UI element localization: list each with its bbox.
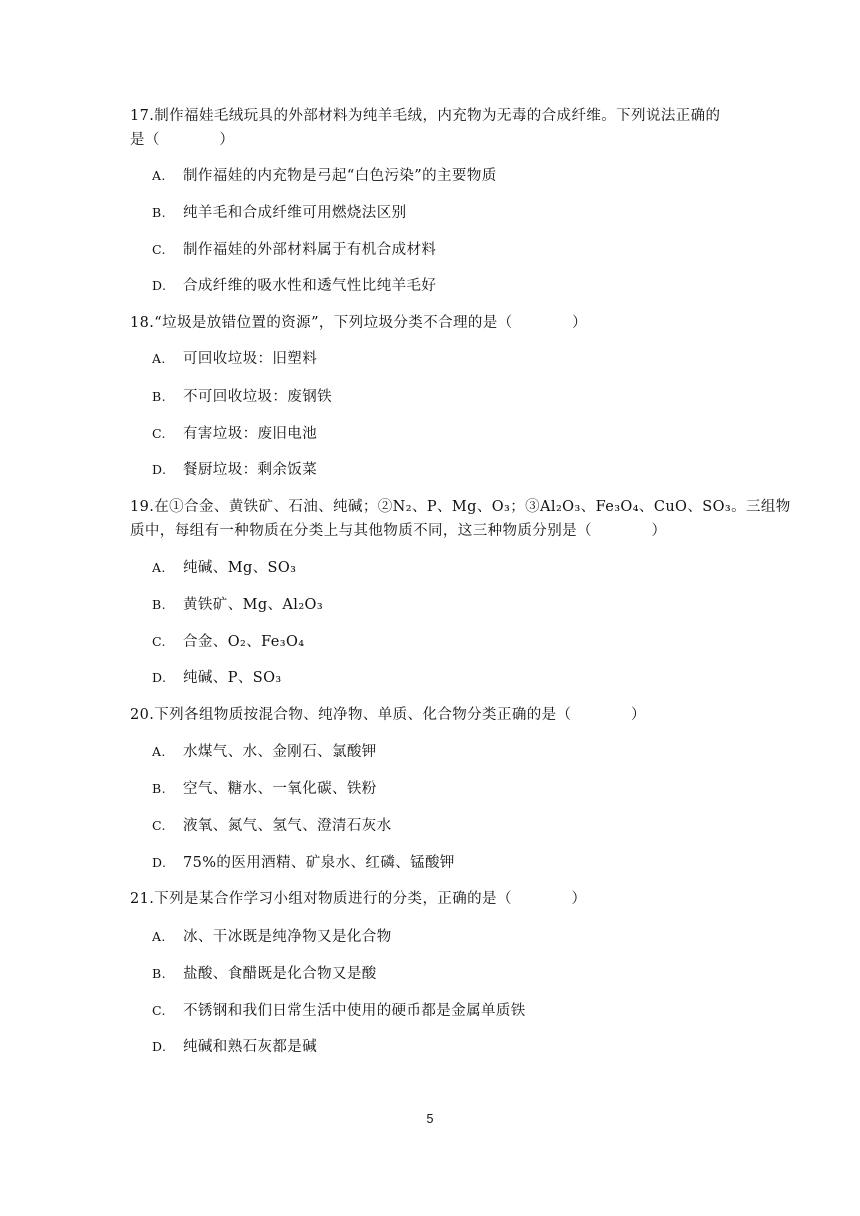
- option-letter: A.: [152, 168, 166, 183]
- option-text: 不锈钢和我们日常生活中使用的硬币都是金属单质铁: [183, 1003, 526, 1019]
- q21-stem: 21.下列是某合作学习小组对物质进行的分类，正确的是（ ）: [130, 891, 587, 907]
- option-letter: A.: [152, 929, 166, 944]
- option-text: 合金、O₂、Fe₃O₄: [183, 634, 305, 650]
- option-letter: B.: [152, 781, 166, 796]
- option-letter: C.: [152, 426, 166, 441]
- option-letter: B.: [152, 389, 166, 404]
- option-text: 有害垃圾：废旧电池: [183, 426, 318, 442]
- option-text: 盐酸、食醋既是化合物又是酸: [183, 966, 377, 982]
- option-text: 纯碱、P、SO₃: [183, 670, 282, 686]
- option-letter: A.: [152, 560, 166, 575]
- option-text: 黄铁矿、Mg、Al₂O₃: [183, 597, 324, 613]
- option-letter: D.: [152, 855, 167, 870]
- option-text: 不可回收垃圾：废钢铁: [183, 389, 332, 405]
- option-text: 75%的医用酒精、矿泉水、红磷、锰酸钾: [183, 855, 455, 871]
- option-text: 纯碱、Mg、SO₃: [183, 560, 297, 576]
- q17-stem-line1: 17.制作福娃毛绒玩具的外部材料为纯羊毛绒，内充物为无毒的合成纤维。下列说法正确的: [130, 108, 721, 124]
- option-letter: D.: [152, 278, 167, 293]
- option-letter: C.: [152, 242, 166, 257]
- option-letter: B.: [152, 205, 166, 220]
- page-number: 5: [426, 1112, 434, 1126]
- option-text: 冰、干冰既是纯净物又是化合物: [183, 929, 392, 945]
- option-text: 可回收垃圾：旧塑料: [183, 351, 318, 367]
- option-text: 水煤气、水、金刚石、氯酸钾: [183, 744, 377, 760]
- option-text: 空气、糖水、一氧化碳、铁粉: [183, 781, 377, 797]
- option-letter: C.: [152, 1003, 166, 1018]
- option-letter: B.: [152, 966, 166, 981]
- option-letter: D.: [152, 1039, 167, 1054]
- option-letter: A.: [152, 351, 166, 366]
- option-text: 餐厨垃圾：剩余饭菜: [183, 462, 318, 478]
- q20-stem: 20.下列各组物质按混合物、纯净物、单质、化合物分类正确的是（ ）: [130, 707, 646, 723]
- q19-stem-line1: 19.在①合金、黄铁矿、石油、纯碱；②N₂、P、Mg、O₃；③Al₂O₃、Fe₃O₄、CuO、SO₃。三组物: [130, 499, 791, 515]
- option-text: 制作福娃的外部材料属于有机合成材料: [183, 242, 437, 258]
- option-letter: B.: [152, 597, 166, 612]
- option-text: 合成纤维的吸水性和透气性比纯羊毛好: [183, 278, 437, 294]
- option-letter: D.: [152, 462, 167, 477]
- option-letter: D.: [152, 670, 167, 685]
- option-letter: A.: [152, 744, 166, 759]
- option-letter: C.: [152, 818, 166, 833]
- option-letter: C.: [152, 634, 166, 649]
- option-text: 纯羊毛和合成纤维可用燃烧法区别: [183, 205, 407, 221]
- option-text: 液氧、氮气、氢气、澄清石灰水: [183, 818, 392, 834]
- option-text: 制作福娃的内充物是弓起“白色污染”的主要物质: [183, 168, 497, 184]
- q18-stem: 18.“垃圾是放错位置的资源”，下列垃圾分类不合理的是（ ）: [130, 315, 588, 331]
- q17-stem-line2: 是（ ）: [130, 132, 235, 148]
- option-text: 纯碱和熟石灰都是碱: [183, 1039, 318, 1055]
- q19-stem-line2: 质中，每组有一种物质在分类上与其他物质不同，这三种物质分别是（ ）: [130, 523, 667, 539]
